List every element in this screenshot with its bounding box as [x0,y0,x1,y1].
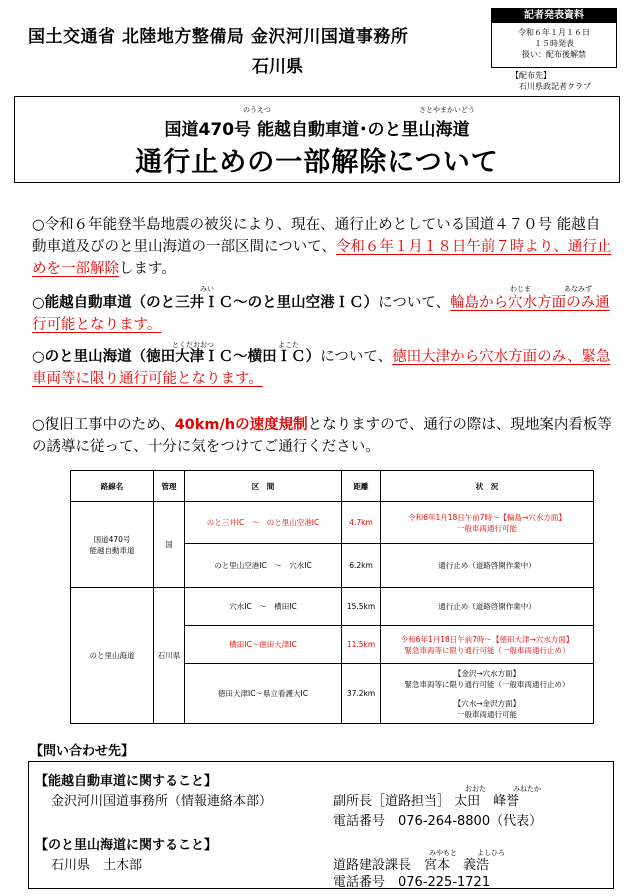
organization-name: 国土交通省 北陸地方整備局 金沢河川国道事務所 [28,27,409,47]
status-line: 緊急車両等に限り通行可能（一般車両通行止め） [404,645,570,655]
p3-route: ○のと里山海道（徳田大津ＩＣ～横田ＩＣ） [32,349,321,365]
press-release-title: 記者発表資料 [492,9,616,23]
ruby-oota: おおた [465,785,486,793]
ruby-minetaka: みねたか [513,785,541,793]
status-line: 緊急車両等に限り通行可能（一般車両通行止め） [404,679,570,689]
contact-box [28,761,614,889]
table-row [71,588,594,626]
title-line-1: 国道470号 能越自動車道･のと里山海道 [164,120,470,140]
ruby-mii: みい [200,285,214,293]
paragraph-1 [32,214,612,280]
distance-cell: 11.5km [342,626,381,664]
status-table [70,470,594,724]
header-status: 状 況 [381,471,594,502]
press-date: 令和６年１月１６日 [518,28,590,37]
p2-text: について、 [378,295,451,311]
header-route: 路線名 [71,471,154,502]
distance-cell: 15.5km [342,588,381,626]
contact-heading-noetsu: 【能越自動車道に関すること】 [35,774,218,789]
contact-office-2: 石川県 土木部 [51,858,143,873]
distance-cell: 4.7km [342,502,381,544]
table-header-row [71,471,594,502]
contact-office-1: 金沢河川国道事務所（情報連絡本部） [51,794,273,809]
distance-cell: 37.2km [342,664,381,724]
p3-highlight: 徳田大津から穴水方面のみ、緊急車両等に限り通行可能となります。 [32,349,611,387]
p1-highlight: 令和６年１月１８日午前７時より、通行止めを一部解除 [32,239,612,277]
route-satoyama: のと里山海道 [71,588,154,724]
contact-person-2: 道路建設課長 宮本 義浩 [333,858,490,873]
distribution-target: 石川県政記者クラブ [519,82,591,91]
status-cell [381,626,594,664]
press-handling: 扱い：配布後解禁 [522,50,586,59]
manager-ishikawa: 石川県 [154,588,185,724]
prefecture-name: 石川県 [252,57,303,77]
title-box [14,96,620,183]
status-line: 【金沢→穴水方面】 [453,668,521,678]
distance-cell: 6.2km [342,544,381,588]
section-cell: 徳田大津IC～県立看護大IC [185,664,342,724]
distribution-label: 【配布先】 [511,71,551,80]
header-section: 区 間 [185,471,342,502]
distribution-info [511,70,591,92]
paragraph-3 [32,346,612,390]
ruby-tokudaoozu: とくだおおつ [172,341,214,349]
ruby-yokota: よこた [278,341,299,349]
section-cell: のと三井IC ～ のと里山空港IC [185,502,342,544]
section-cell: のと里山空港IC ～ 穴水IC [185,544,342,588]
ruby-miyamoto: みやもと [429,849,457,857]
status-line: 令和6年1月18日午前7時～【輪島→穴水方面】 [408,512,566,522]
paragraph-4 [32,414,612,458]
ruby-noetsu: のうえつ [243,106,271,114]
paragraph-2 [32,292,612,336]
p4-text-a: ○復旧工事中のため、 [32,417,175,433]
p2-route: ○能越自動車道（のと三井ＩＣ～のと里山空港ＩＣ） [32,295,379,311]
section-cell: 穴水IC ～ 横田IC [185,588,342,626]
p3-text: について、 [320,349,393,365]
contact-label: 【問い合わせ先】 [30,744,135,759]
p2-highlight: 輪島から穴水方面のみ通行可能となります。 [32,295,610,333]
p4-text-b: となりますので、通行の際は、現地案内看板等の誘導に従って、十分に気をつけてご通行ください。 [32,417,612,455]
section-cell: 横田IC～徳田大津IC [185,626,342,664]
ruby-satoyama: さとやまかいどう [419,106,475,114]
contact-person-1: 副所長［道路担当］ 太田 峰誉 [333,794,520,809]
ruby-anamizu: あなみず [564,285,592,293]
header-distance: 距離 [342,471,381,502]
status-line: 令和6年1月18日午前7時～【徳田大津→穴水方面】 [400,634,574,644]
status-line: 一般車両通行可能 [457,523,517,533]
status-line: 【穴水→金沢方面】 [453,698,521,708]
status-cell [381,664,594,724]
press-time: １５時発表 [534,39,574,48]
manager-national: 国 [154,502,185,588]
contact-heading-satoyama: 【のと里山海道に関すること】 [35,838,218,853]
contact-tel-1: 電話番号 076-264-8800（代表） [333,814,543,829]
header-manager: 管理 [154,471,185,502]
p1-text-a: ○令和６年能登半島地震の被災により、現在、通行止めとしている国道４７０号 能越自動車道及びのと里山海道の一部区間について、 [32,217,601,255]
press-release-box [491,8,617,68]
p1-text-b: します。 [119,261,176,277]
contact-tel-2: 電話番号 076-225-1721 [333,875,491,890]
status-cell [381,502,594,544]
ruby-wajima: わじま [510,285,531,293]
status-line: 一般車両通行可能 [457,709,517,719]
ruby-yoshihiro: よしひろ [477,849,505,857]
status-cell: 通行止め（道路啓開作業中） [381,588,594,626]
title-line-2: 通行止めの一部解除について [135,147,499,178]
route-noetsu: 国道470号 能越自動車道 [71,502,154,588]
status-cell: 通行止め（道路啓開作業中） [381,544,594,588]
table-row [71,502,594,544]
p4-highlight: 40km/hの速度規制 [174,417,308,433]
